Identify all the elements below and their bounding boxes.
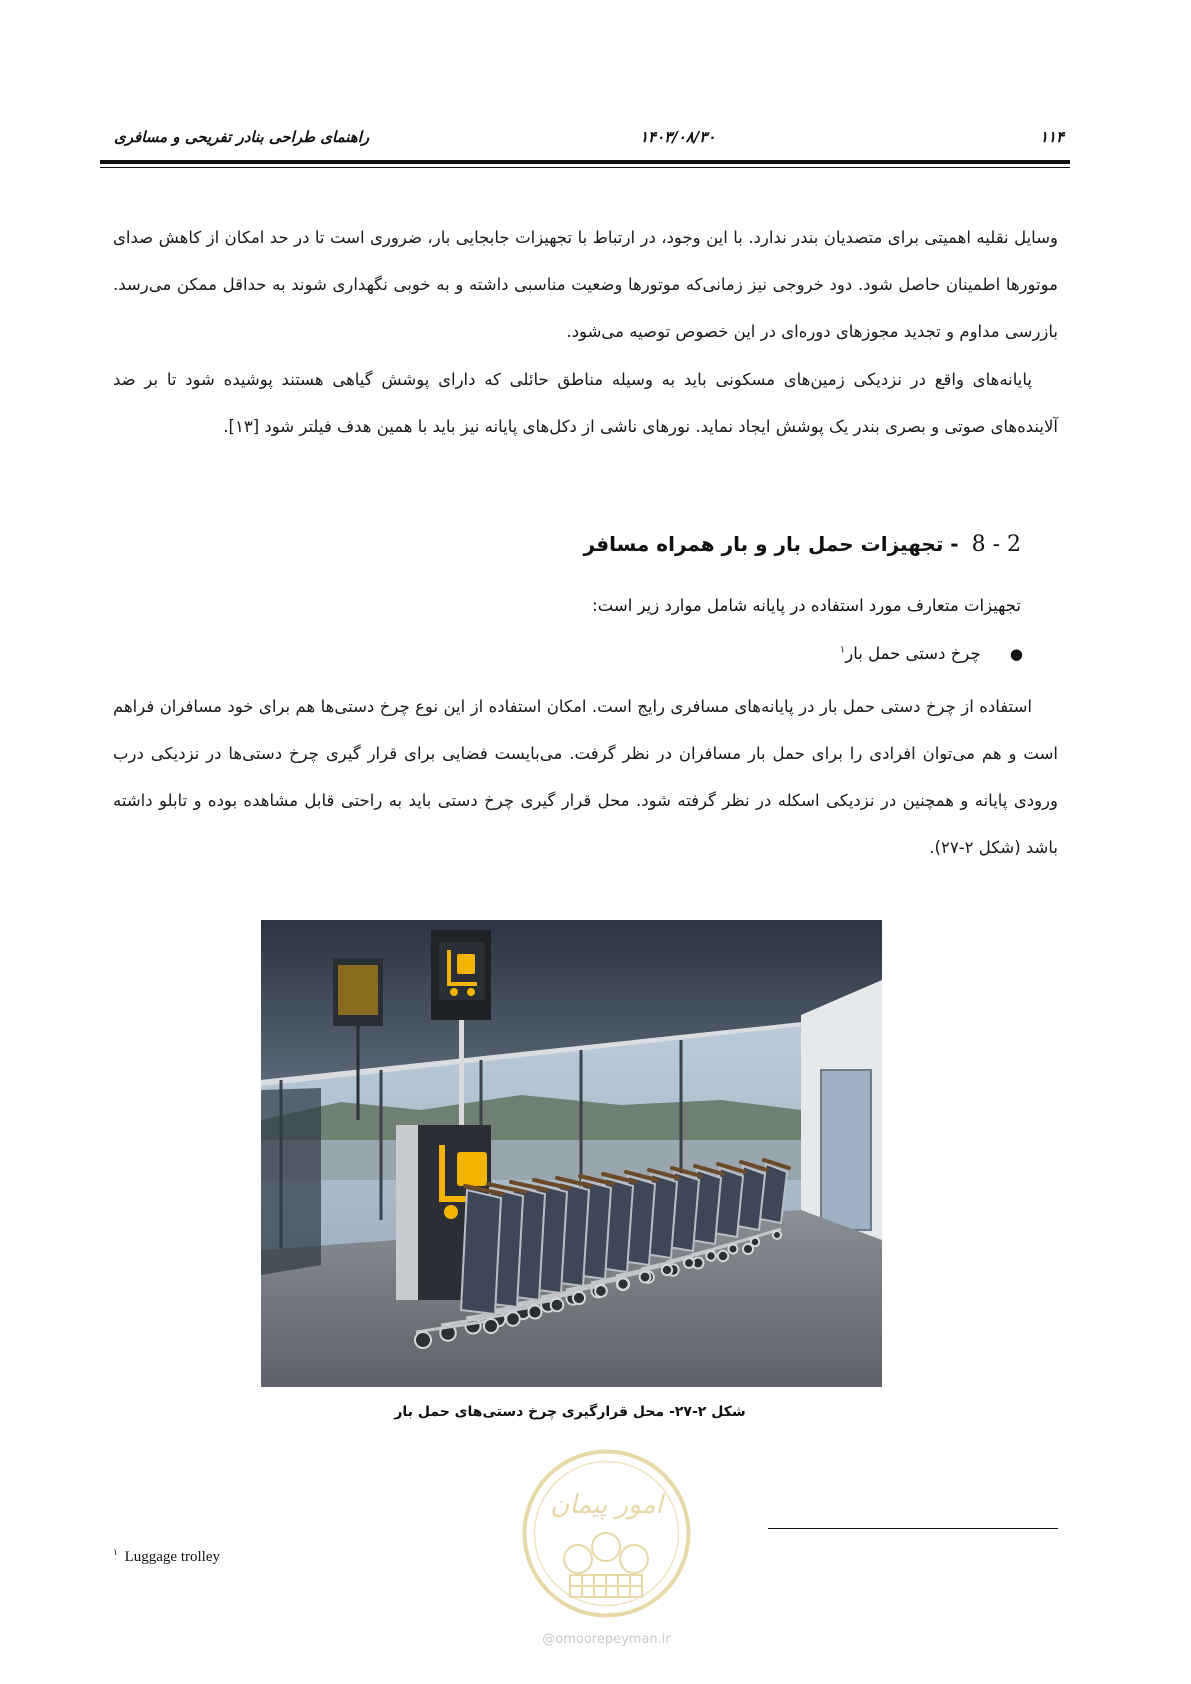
document-title: راهنمای طراحی بنادر تفریحی و مسافری xyxy=(114,128,370,146)
bullet-dot-icon: ● xyxy=(1009,645,1023,663)
paragraph-noise-emissions: وسایل نقلیه اهمیتی برای متصدیان بندر ندارد. با این وجود، در ارتباط با تجهیزات جابجایی بار، ضروری است تا در حد امکان از کاهش صدای موتورها اطمینان حاصل شود. دود خروجی نیز زمانی‌که موتورها وضعیت مناسبی داشته و به خوبی نگهداری شوند به حداقل ممکن می‌رسد. بازرسی مداوم و تجدید مجوزهای دوره‌ای در این خصوص توصیه می‌شود. xyxy=(113,228,1058,341)
section-dash: - xyxy=(950,532,959,556)
watermark-logo-text: امور پیمان xyxy=(550,1490,663,1520)
footnote xyxy=(113,1547,220,1566)
footnote-text: Luggage trolley xyxy=(124,1549,220,1565)
section-heading xyxy=(584,532,1021,557)
bullet-label: چرخ دستی حمل بار xyxy=(845,644,981,663)
bullet-item-trolley xyxy=(840,644,1023,663)
page-number: ۱۱۴ xyxy=(1039,128,1064,146)
header-rule-thin xyxy=(100,167,1070,168)
paragraph-trolley-usage: استفاده از چرخ دستی حمل بار در پایانه‌های مسافری رایج است. امکان استفاده از این نوع چرخ دستی‌ها هم برای خود مسافران فراهم است و هم می‌توان افرادی را برای حمل بار مسافران در نظر گرفت. می‌بایست فضایی برای قرار گیری چرخ دستی‌ها در نزدیکی درب ورودی پایانه و همچنین در نزدیکی اسکله در نظر گرفته شود. محل قرار گیری چرخ دستی باید به راحتی قابل مشاهده بوده و تابلو داشته باشد (شکل ۲-۲۷). xyxy=(113,697,1058,857)
footnote-marker: ۱ xyxy=(113,1547,118,1557)
watermark-url[interactable]: @omoorepeyman.ir xyxy=(542,1632,671,1647)
header-rule-thick xyxy=(100,160,1070,164)
equipment-intro: تجهیزات متعارف مورد استفاده در پایانه شامل موارد زیر است: xyxy=(592,596,1021,615)
figure-trolley-photo xyxy=(261,920,882,1387)
footnote-separator xyxy=(768,1528,1058,1529)
section-title: تجهیزات حمل بار و بار همراه مسافر xyxy=(583,532,944,556)
header-date: ۱۴۰۳/۰۸/۳۰ xyxy=(640,128,716,146)
trolley-photo-illustration xyxy=(261,920,882,1387)
section-number: 2 - 8 xyxy=(971,532,1021,557)
watermark-seal-logo xyxy=(520,1447,693,1620)
running-header xyxy=(100,128,1070,148)
figure-caption: شکل ۲-۲۷- محل قرارگیری چرخ دستی‌های حمل بار xyxy=(394,1404,746,1420)
footnote-reference[interactable]: ۱ xyxy=(839,644,846,656)
paragraph-buffer-zones: پایانه‌های واقع در نزدیکی زمین‌های مسکونی باید به وسیله مناطق حائلی که دارای پوشش گیاهی هستند پوشیده شود تا بر ضد آلاینده‌های صوتی و بصری بندر یک پوشش ایجاد نماید. نورهای ناشی از دکل‌های پایانه نیز باید با همین هدف فیلتر شود [۱۳]. xyxy=(113,370,1058,436)
